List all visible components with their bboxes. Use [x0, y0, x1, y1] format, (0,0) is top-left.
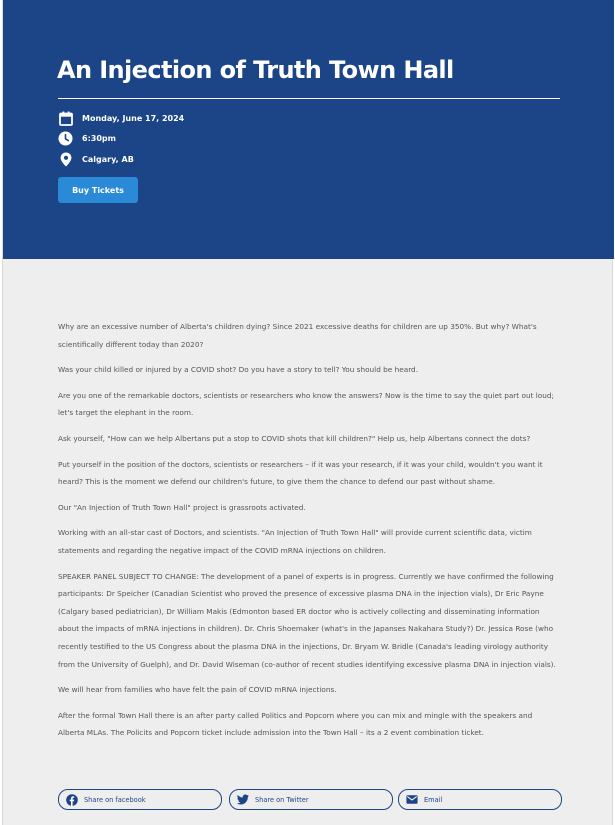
- event-location-row: [58, 151, 134, 167]
- description-paragraph: After the formal Town Hall there is an after party called Politics and Popcorn where you can mix and mingle with the speakers and Alberta MLAs. The Policits and Popcorn ticket include admission into the Town Hall – its a 2 event combination ticket.: [58, 710, 533, 738]
- event-hero: [3, 0, 614, 259]
- event-location: Calgary, AB: [82, 154, 134, 164]
- clock-icon: [58, 131, 73, 146]
- description-paragraph: Are you one of the remarkable doctors, scientists or researchers who know the answers? Now is the time to say the quiet part out loud; let's target the elephant in the room.: [58, 390, 554, 418]
- map-pin-icon: [58, 152, 73, 167]
- calendar-icon: [58, 111, 73, 126]
- buy-tickets-button[interactable]: Buy Tickets: [58, 177, 138, 203]
- description-paragraph: Ask yourself, "How can we help Albertans put a stop to COVID shots that kill children?" Help us, help Albertans connect the dots?: [58, 433, 531, 443]
- description-paragraph: Put yourself in the position of the doctors, scientists or researchers – if it was your research, if it was your child, wouldn't you want it heard? This is the moment we defend our children's future, to give them the chance to defend our past without shame.: [58, 459, 543, 487]
- description-paragraph: SPEAKER PANEL SUBJECT TO CHANGE: The development of a panel of experts is in progress. Currently we have confirmed the following participants: Dr Speicher (Canadian Scientist who proved the presence of excessive plasma DNA in the injection vials), Dr Eric Payne (Calgary based pediatrician), Dr William Makis (Edmonton based ER doctor who is actively collecting and disseminating information about the impacts of mRNA injections in children). Dr. Chris Shoemaker (what's in the Japanses Nakahara Study?) Dr. Jessica Rose (who recently testified to the US Congress about the plasma DNA in the injections, Dr. Bryam W. Bridle (Canada's leading virology authority from the University of Guelph), and Dr. David Wiseman (co-author of recent studies identifying excessive plasma DNA in injection vials).: [58, 571, 556, 669]
- share-email-button[interactable]: [398, 789, 562, 810]
- description-paragraph: We will hear from families who have felt the pain of COVID mRNA injections.: [58, 685, 337, 695]
- event-date: Monday, June 17, 2024: [82, 113, 185, 123]
- share-bar: [58, 789, 562, 810]
- envelope-icon: [406, 794, 418, 806]
- share-email-label: Email: [424, 795, 443, 804]
- share-twitter-button[interactable]: [229, 789, 393, 810]
- title-divider: [58, 98, 560, 99]
- description-paragraph: Was your child killed or injured by a COVID shot? Do you have a story to tell? You should be heard.: [58, 365, 419, 375]
- event-description: [58, 318, 558, 750]
- event-title: An Injection of Truth Town Hall: [57, 56, 454, 84]
- event-time: 6:30pm: [82, 133, 116, 143]
- facebook-icon: [66, 794, 78, 806]
- event-date-row: [58, 110, 184, 126]
- description-paragraph: Our "An Injection of Truth Town Hall" project is grassroots activated.: [58, 502, 306, 512]
- page-frame: [2, 0, 613, 825]
- share-facebook-label: Share on facebook: [84, 795, 146, 804]
- description-paragraph: Why are an excessive number of Alberta's children dying? Since 2021 excessive deaths for children are up 350%. But why? What's scientifically different today than 2020?: [58, 322, 537, 349]
- share-facebook-button[interactable]: [58, 789, 222, 810]
- share-twitter-label: Share on Twitter: [255, 795, 309, 804]
- twitter-icon: [237, 794, 249, 806]
- description-paragraph: Working with an all-star cast of Doctors, and scientists. "An Injection of Truth Town Hall" will provide current scientific data, victim statements and regarding the negative impact of the COVID mRNA injections on children.: [58, 528, 532, 555]
- event-time-row: [58, 130, 116, 146]
